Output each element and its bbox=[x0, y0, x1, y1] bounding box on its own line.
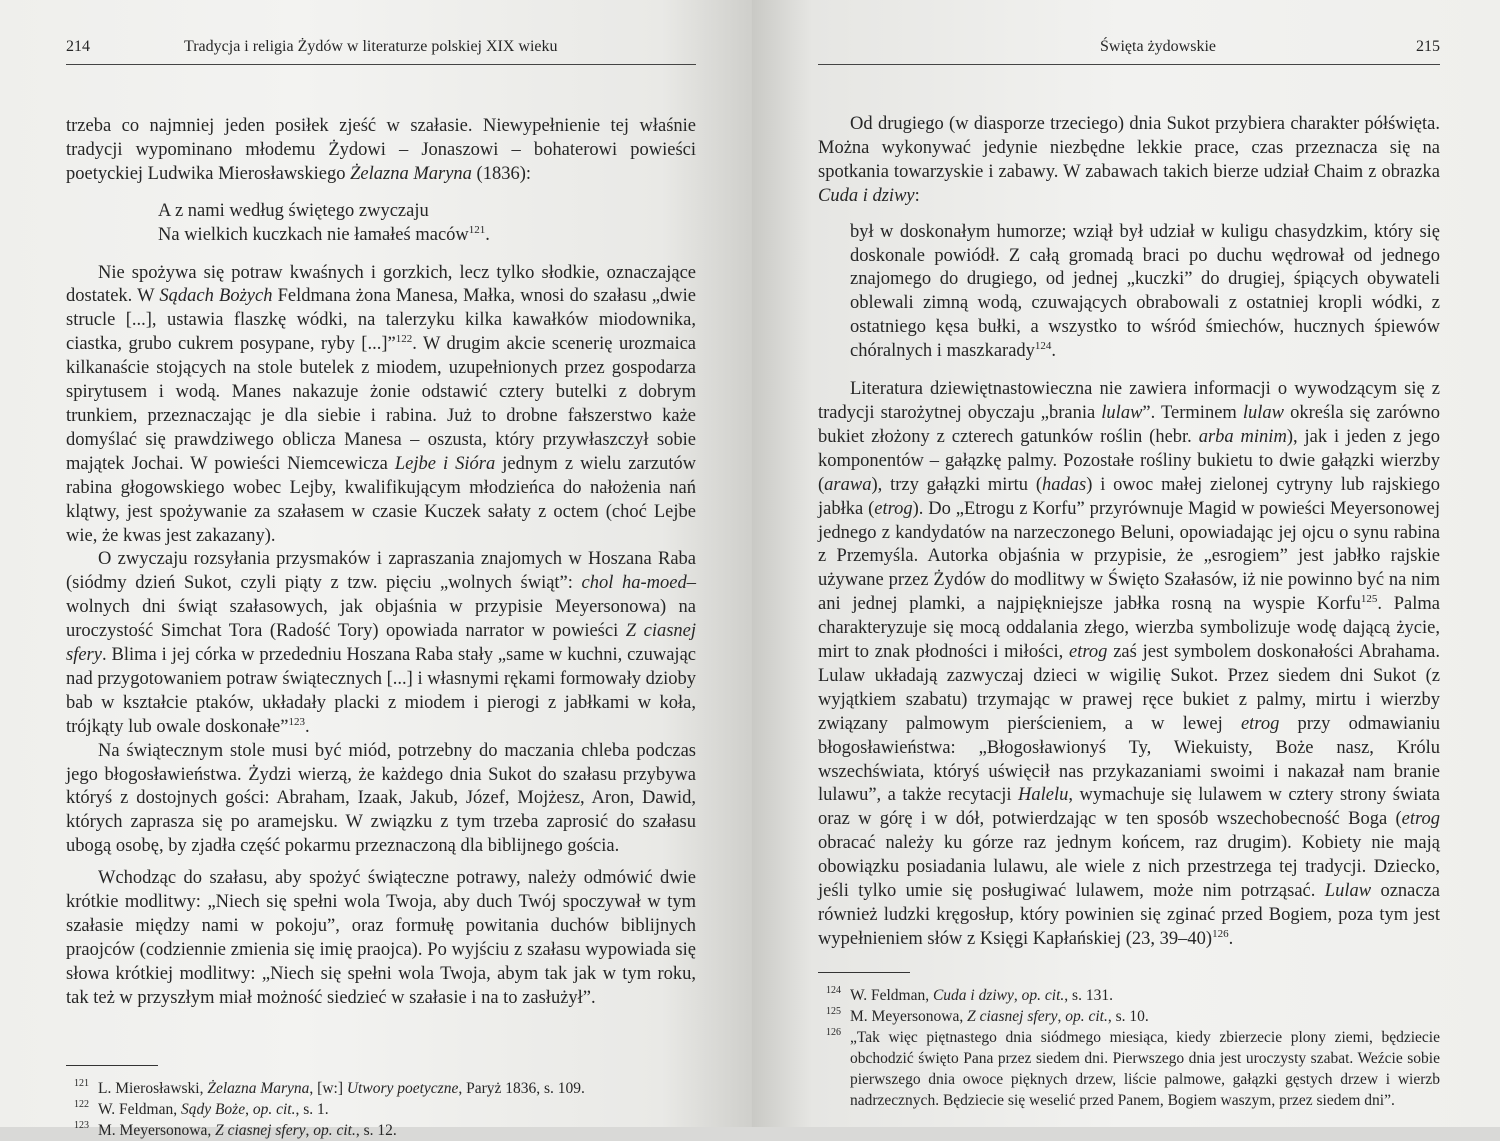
right-running-title: Święta żydowskie bbox=[1100, 38, 1216, 55]
right-body-text bbox=[818, 113, 1440, 952]
footnote: 126 „Tak więc piętnastego dnia siódmego miesiąca, kiedy zbierzecie plony ziemi, będziecie obchodzić święto Pana przez siedem dni. Pierwszego dnia jest uroczysty szabat. Weźcie sobie pierwszego dnia owoce pięknych drzew, liście palmowe, gałązki gęstych drzew i wierzb nadrzecznych. Będziecie się weselić przed Panem, Bogiem waszym, przez siedem dni”. bbox=[826, 1026, 1440, 1109]
footnote-ref: 123 bbox=[288, 715, 305, 728]
paragraph: Na świątecznym stole musi być miód, potrzebny do maczania chleba podczas jego błogosławieństwa. Żydzi wierzą, że każdego dnia Sukot do szałasu przybywa któryś z dostojnych gości: Abraham, Izaak, Jakub, Józef, Mojżesz, Aron, Dawid, których zaprasza się po aramejsku. W związku z tym trzeba zaprosić do szałasu ubogą osobę, by zjadła część pokarmu przeznaczoną dla biblijnego gościa. bbox=[66, 740, 696, 857]
footnote: 122 W. Feldman, Sądy Boże, op. cit., s. 1. bbox=[74, 1098, 329, 1118]
paragraph: Wchodząc do szałasu, aby spożyć świąteczne potrawy, należy odmówić dwie krótkie modlitwy: „Niech się spełni wola Twoja, aby duch Twój spoczywał w tym szałasie między nami w pokoju”, oraz formułę powitania duchów biblijnych praojców (codziennie zmienia się imię praojca). Po wyjściu z szałasu wypowiada się słowa krótkiej modlitwy: „Niech się spełni wola Twoja, abym tak jak w tym roku, tak też w przyszłym miał możność siedzieć w szałasie i na to zasłużył”. bbox=[66, 868, 696, 1008]
paragraph: O zwyczaju rozsyłania przysmaków i zapraszania znajomych w Hoszana Raba (siódmy dzień Sukot, czyli piąty z tzw. pięciu „wolnych świąt”: chol ha-moed– wolnych dni świąt szałasowych, jak objaśnia w przypisie Meyersonowa) na uroczystość Simchat Tora (Radość Tory) opowiada narrator w powieści Z ciasnej sfery. Blima i jej córka w przededniu Hoszana Raba stały „same w kuchni, czuwając nad przygotowaniem potraw świątecznych [...] i własnymi rękami formowały dzioby bab w kształcie ptaków, układały placki z miodem i pierogi z jabłkami w koła, trójkąty lub owale doskonałe”$^{123}$. bbox=[66, 549, 697, 737]
footnote-ref: 122 bbox=[395, 333, 413, 346]
footnote: 124 W. Feldman, Cuda i dziwy, op. cit., s. 131. bbox=[826, 984, 1113, 1004]
right-footnotes bbox=[818, 985, 1440, 1111]
footnote-ref: 121 bbox=[468, 223, 486, 236]
footnote-ref: 126 bbox=[1212, 927, 1229, 940]
verse-line: Na wielkich kuczkach nie łamałeś maców$^{121}$. bbox=[158, 223, 490, 245]
right-page bbox=[752, 0, 1500, 1127]
verse-line: A z nami według świętego zwyczaju bbox=[158, 200, 429, 221]
footnote: 125 M. Meyersonowa, Z ciasnej sfery, op. cit., s. 10. bbox=[826, 1005, 1149, 1025]
paragraph: Literatura dziewiętnastowieczna nie zawiera informacji o wywodzącym się z tradycji starożytnej obyczaju „brania lulaw”. Terminem lulaw określa się zarówno bukiet złożony z czterech gatunków roślin (hebr. arba minim), jak i jeden z jego komponentów – gałązkę palmy. Pozostałe rośliny bukietu to dwie gałązki wierzby (arawa), trzy gałązki mirtu (hadas) i owoc małej zielonej cytryny lub rajskiego jabłka (etrog). Do „Etrogu z Korfu” przyrównuje Magid w powieści Meyersonowej jednego z kandydatów na narzeczonego Beluni, opowiadając jej ojcu o synu rabina z Przemyśla. Autorka objaśnia w przypisie, że „esrogiem” jest jabłko rajskie używane przez Żydów do modlitwy w Święto Szałasów, iż nie powinno być na nim ani jednej plamki, a najpiękniejsze jabłka rosną na wyspie Korfu$^{125}$. Palma charakteryzuje się mocą oddalania złego, wierzba symbolizuje wodę dającą życie, mirt to znak płodności i miłości, etrog zaś jest symbolem doskonałości Abrahama. Lulaw układają zazwyczaj dzieci w wigilię Sukot. Przez siedem dni Sukot (z wyjątkiem szabatu) trzymając w prawej ręce bukiet z palmy, mirtu i wierzby związany palmowym pierścieniem, a w lewej etrog przy odmawianiu błogosławieństwa: „Błogosławionyś Ty, Wiekuisty, Boże nasz, Królu wszechświata, któryś uświęcił nas przykazaniami swoimi i nakazał nam branie lulawu”, a także recytacji Halelu, wymachuje się lulawem w cztery strony świata oraz w górę i w dół, potwierdzając w ten sposób wszechobecność Boga (etrog obracać należy ku górze raz jednym końcem, raz drugim). Kobiety nie mają obowiązku posiadania lulawu, ale wiele z nich przestrzega tej tradycji. Dziecko, jeśli tylko umie się posługiwać lulawem, może nim potrząsać. Lulaw oznacza również ludzki kręgosłup, który powinien się zginać przed Bogiem, poza tym jest wypełnieniem słów z Księgi Kapłańskiej (23, 39–40)$^{126}$. bbox=[818, 379, 1441, 949]
left-footnotes bbox=[66, 1078, 696, 1141]
verse-quote bbox=[158, 200, 696, 248]
block-quote: był w doskonałym humorze; wziął był udział w kuligu chasydzkim, który się doskonale powiódł. Z całą gromadą braci po duchu wędrował od jednego znajomego do drugiego, od jednej „kuczki” do drugiej, śpiących obywateli oblewali zimną wodą, czuwających obrabowali z ostatniej kropli wódki, z ostatniego kęsa bułki, a wszystko to wśród śmiechów, hucznych śpiewów chóralnych i maszkarady$^{124}$. bbox=[850, 221, 1440, 362]
paragraph: trzeba co najmniej jeden posiłek zjeść w szałasie. Niewypełnienie tej właśnie tradycji wypominano młodemu Żydowi – Jonaszowi – bohaterowi powieści poetyckiej Ludwika Mierosławskiego Żelazna Maryna (1836): bbox=[66, 116, 696, 184]
left-running-head bbox=[66, 38, 696, 65]
footnote-rule bbox=[818, 972, 910, 973]
left-page-number: 214 bbox=[66, 38, 90, 55]
footnote-ref: 125 bbox=[1360, 593, 1378, 606]
footnote: 121 L. Mierosławski, Żelazna Maryna, [w:] Utwory poetyczne, Paryż 1836, s. 109. bbox=[74, 1077, 585, 1097]
left-running-title: Tradycja i religia Żydów w literaturze polskiej XIX wieku bbox=[184, 38, 558, 55]
left-body-text bbox=[66, 115, 696, 1011]
footnote: 123 M. Meyersonowa, Z ciasnej sfery, op. cit., s. 12. bbox=[74, 1119, 397, 1139]
paragraph: Nie spożywa się potraw kwaśnych i gorzkich, lecz tylko słodkie, oznaczające dostatek. W Sądach Bożych Feldmana żona Manesa, Małka, wnosi do szałasu „dwie strucle [...], ustawia flaszkę wódki, na talerzyku kilka kawałków miodownika, ciastka, grubo cukrem posypane, ryby [...]”$^{122}$. W drugim akcie scenerię urozmaica kilkanaście stojących na stole butelek z miodem, uzupełnionych przez gospodarza spirytusem i wodą. Manes nakazuje żonie odstawić cztery butelki z dobrym trunkiem, przeznaczając je dla siebie i rabina. Już to drobne fałszerstwo każe domyślać się prawdziwego oblicza Manesa – oszusta, który przywłaszczył sobie majątek Jochai. W powieści Niemcewicza Lejbe i Sióra jednym z wielu zarzutów rabina głogowskiego wobec Lejby, kwalifikującym młodzieńca do nałożenia nań klątwy, jest spożywanie za szałasem w czasie Kuczek sałaty z octem (choć Lejbe wie, że kwas jest zakazany). bbox=[66, 262, 697, 546]
right-running-head bbox=[818, 38, 1440, 65]
paragraph: Od drugiego (w diasporze trzeciego) dnia Sukot przybiera charakter półświęta. Można wykonywać jedynie niezbędne lekkie prace, czas przeznacza się na spotkania towarzyskie i zabawy. W zabawach takich bierze udział Chaim z obrazka Cuda i dziwy: bbox=[818, 114, 1440, 206]
footnote-rule bbox=[66, 1065, 158, 1066]
right-page-number: 215 bbox=[1416, 38, 1440, 55]
footnote-ref: 124 bbox=[1034, 340, 1052, 352]
